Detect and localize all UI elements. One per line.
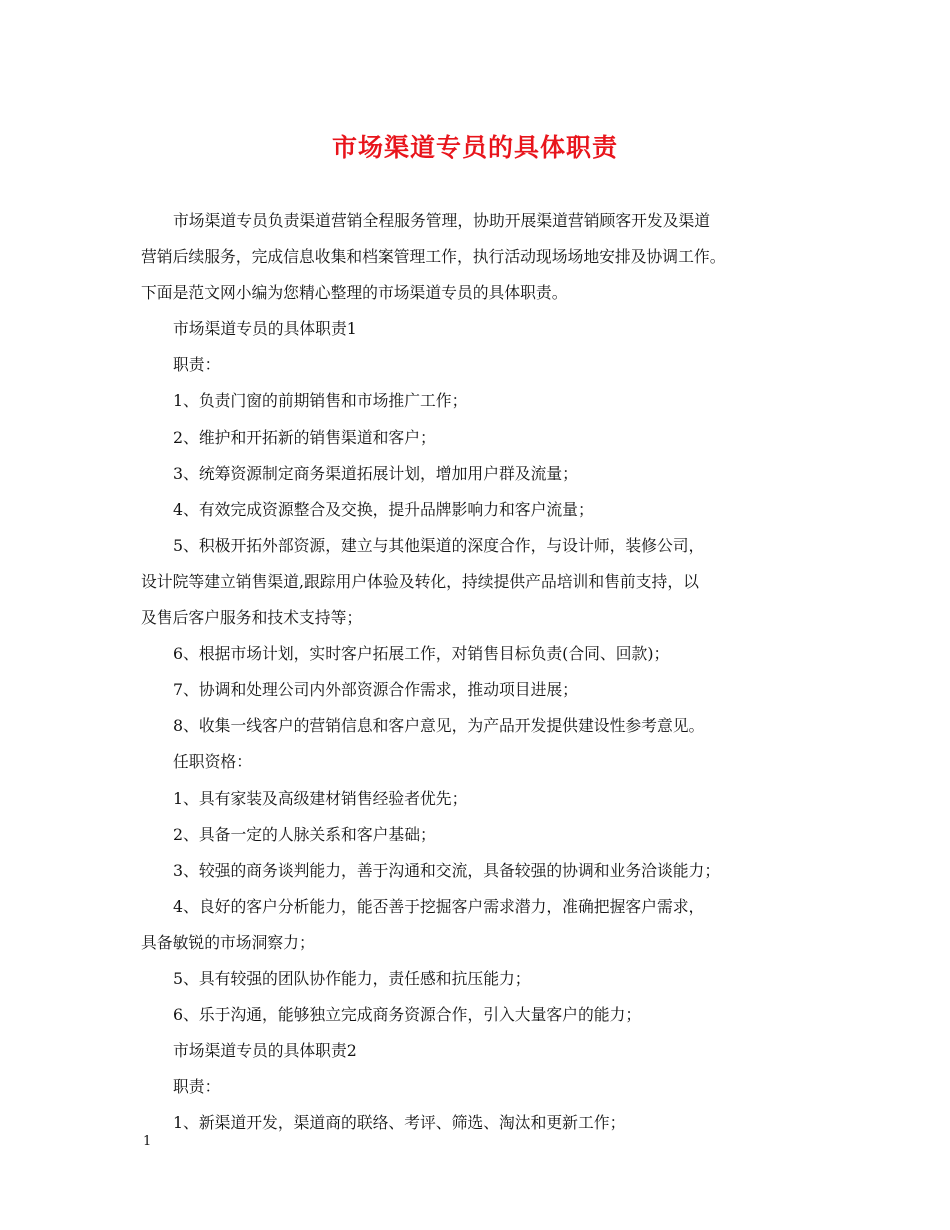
list-item: 5、积极开拓外部资源，建立与其他渠道的深度合作，与设计师，装修公司， <box>173 535 705 555</box>
list-item: 3、较强的商务谈判能力，善于沟通和交流，具备较强的协调和业务洽谈能力； <box>173 860 721 880</box>
list-item: 1、具有家装及高级建材销售经验者优先； <box>173 788 468 808</box>
list-item: 1、负责门窗的前期销售和市场推广工作； <box>173 391 468 411</box>
body-line: 营销后续服务，完成信息收集和档案管理工作，执行活动现场场地安排及协调工作。 <box>141 247 726 267</box>
list-item: 4、良好的客户分析能力，能否善于挖掘客户需求潜力，准确把握客户需求， <box>173 896 705 916</box>
document-body <box>141 203 811 1141</box>
list-item: 2、维护和开拓新的销售渠道和客户； <box>173 427 436 447</box>
list-item-continuation: 具备敏锐的市场洞察力； <box>141 932 315 952</box>
list-item: 4、有效完成资源整合及交换，提升品牌影响力和客户流量； <box>173 499 594 519</box>
subheading: 职责： <box>173 355 221 375</box>
list-item: 3、统筹资源制定商务渠道拓展计划，增加用户群及流量； <box>173 463 578 483</box>
document-title: 市场渠道专员的具体职责 <box>331 133 618 162</box>
list-item: 5、具有较强的团队协作能力，责任感和抗压能力； <box>173 968 531 988</box>
list-item: 6、根据市场计划，实时客户拓展工作，对销售目标负责(合同、回款)； <box>173 644 670 664</box>
subheading: 职责： <box>173 1077 221 1097</box>
body-line: 下面是范文网小编为您精心整理的市场渠道专员的具体职责。 <box>141 283 568 303</box>
list-item: 6、乐于沟通，能够独立完成商务资源合作，引入大量客户的能力； <box>173 1005 642 1025</box>
list-item: 1、新渠道开发，渠道商的联络、考评、筛选、淘汰和更新工作； <box>173 1113 626 1133</box>
list-item: 7、协调和处理公司内外部资源合作需求，推动项目进展； <box>173 680 578 700</box>
list-item: 2、具备一定的人脉关系和客户基础； <box>173 824 436 844</box>
section-heading: 市场渠道专员的具体职责1 <box>173 319 357 339</box>
body-line: 市场渠道专员负责渠道营销全程服务管理，协助开展渠道营销顾客开发及渠道 <box>173 211 711 230</box>
page-number: 1 <box>143 1134 152 1149</box>
list-item-continuation: 设计院等建立销售渠道,跟踪用户体验及转化，持续提供产品培训和售前支持，以 <box>141 571 699 591</box>
section-heading: 市场渠道专员的具体职责2 <box>173 1041 357 1061</box>
list-item: 8、收集一线客户的营销信息和客户意见，为产品开发提供建设性参考意见。 <box>173 716 705 736</box>
list-item-continuation: 及售后客户服务和技术支持等； <box>141 608 363 628</box>
subheading: 任职资格： <box>173 752 252 772</box>
